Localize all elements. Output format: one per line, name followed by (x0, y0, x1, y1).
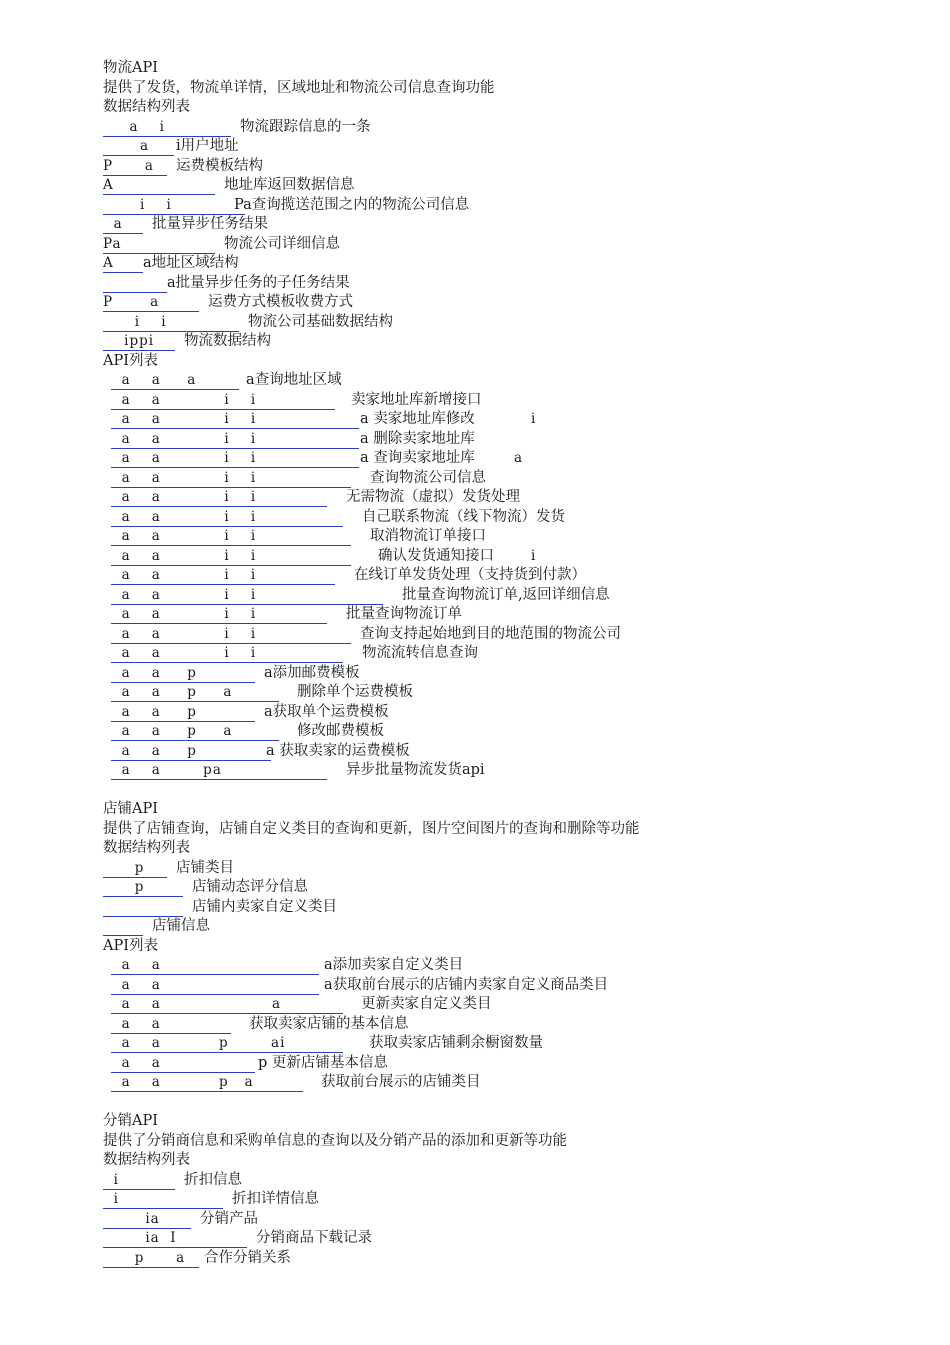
api-link[interactable]: a a i i (111, 469, 351, 488)
struct-link[interactable]: a i (103, 118, 231, 137)
struct-link[interactable]: ippi (103, 332, 175, 351)
section-title: 店铺API (103, 801, 158, 817)
api-link[interactable]: a a p (111, 664, 255, 683)
section-gap (103, 781, 903, 801)
item-description: 更新卖家自定义类目 (361, 996, 492, 1012)
item-description: 店铺动态评分信息 (192, 879, 308, 895)
api-link[interactable]: a a a (111, 995, 343, 1014)
api-row (103, 449, 903, 469)
struct-row (103, 332, 903, 352)
api-row (103, 995, 903, 1015)
api-row (103, 761, 903, 781)
item-description: 运费方式模板收费方式 (208, 294, 353, 310)
struct-row (103, 917, 903, 937)
api-row (103, 664, 903, 684)
api-link[interactable]: a a i i (111, 644, 343, 663)
structs-heading: 数据结构列表 (103, 99, 190, 115)
item-description: 批量查询物流订单,返回详细信息 (402, 586, 610, 603)
api-row (103, 1034, 903, 1054)
item-description: 取消物流订单接口 (370, 528, 486, 544)
api-row (103, 566, 903, 586)
struct-row (103, 313, 903, 333)
api-link[interactable]: a a i i (111, 566, 335, 585)
item-description: 店铺内卖家自定义类目 (192, 898, 337, 915)
struct-link[interactable] (103, 898, 183, 917)
api-link[interactable]: a a (111, 956, 319, 975)
item-description: 物流数据结构 (184, 333, 271, 349)
struct-row (103, 859, 903, 879)
struct-row (103, 1190, 903, 1210)
struct-row (103, 1229, 903, 1249)
api-link[interactable]: a a (111, 976, 319, 995)
api-link[interactable]: a a (111, 1015, 231, 1034)
struct-link[interactable]: ia (103, 1210, 191, 1229)
struct-link[interactable]: P a (103, 293, 199, 312)
api-link[interactable]: a a i i (111, 547, 351, 566)
item-description: 在线订单发货处理（支持货到付款） (354, 567, 586, 583)
item-description: 折扣详情信息 (232, 1191, 319, 1207)
structs-heading: 数据结构列表 (103, 1152, 190, 1168)
struct-link[interactable]: A (103, 254, 143, 273)
struct-link[interactable]: i i (103, 196, 245, 215)
item-description: p 更新店铺基本信息 (258, 1054, 388, 1071)
struct-row (103, 254, 903, 274)
item-description: a批量异步任务的子任务结果 (167, 274, 350, 291)
api-row (103, 1073, 903, 1093)
item-description: 分销产品 (200, 1210, 258, 1227)
structs-heading: 数据结构列表 (103, 840, 190, 856)
item-description: a 查询卖家地址库 (360, 450, 475, 466)
struct-link[interactable]: p a (103, 1249, 199, 1268)
struct-link[interactable]: Pa (103, 235, 215, 254)
struct-row (103, 137, 903, 157)
struct-link[interactable]: a (103, 215, 143, 234)
api-link[interactable]: a a i i (111, 586, 383, 605)
item-description: 异步批量物流发货api (346, 762, 485, 778)
api-link[interactable]: a a p ai (111, 1034, 343, 1053)
struct-row (103, 196, 903, 216)
api-link[interactable]: a a p (111, 742, 271, 761)
api-row (103, 527, 903, 547)
section-gap (103, 1093, 903, 1113)
item-description: 物流流转信息查询 (362, 645, 478, 661)
item-description: 店铺信息 (152, 918, 210, 934)
item-description: 物流跟踪信息的一条 (240, 118, 371, 135)
api-row (103, 508, 903, 528)
item-description: 卖家地址库新增接口 (351, 391, 482, 408)
api-row (103, 586, 903, 606)
api-row (103, 976, 903, 996)
struct-row (103, 157, 903, 177)
item-description: 合作分销关系 (204, 1249, 291, 1266)
apis-heading: API列表 (103, 352, 158, 369)
item-description: 自己联系物流（线下物流）发货 (362, 508, 565, 525)
api-link[interactable]: a a p a (111, 683, 279, 702)
struct-row (103, 1171, 903, 1191)
item-description: 查询物流公司信息 (370, 469, 486, 486)
struct-link[interactable] (103, 274, 167, 293)
item-description: 地址库返回数据信息 (224, 177, 355, 193)
api-row (103, 644, 903, 664)
item-description: 删除单个运费模板 (297, 684, 413, 700)
struct-row (103, 118, 903, 138)
item-description: a查询地址区域 (246, 372, 342, 388)
api-row (103, 469, 903, 489)
struct-row (103, 878, 903, 898)
struct-row (103, 235, 903, 255)
api-link[interactable]: a a i i (111, 605, 327, 624)
struct-link[interactable]: A (103, 176, 215, 195)
api-link[interactable]: a a p a (111, 1073, 303, 1092)
api-row (103, 1015, 903, 1035)
api-row (103, 371, 903, 391)
struct-link[interactable]: i (103, 1171, 175, 1190)
item-description: a 删除卖家地址库 (360, 430, 475, 447)
item-description: a获取单个运费模板 (264, 703, 389, 720)
item-description: a添加卖家自定义类目 (324, 957, 464, 973)
api-row (103, 430, 903, 450)
apis-heading: API列表 (103, 937, 158, 954)
struct-link[interactable] (103, 917, 143, 936)
struct-link[interactable]: p (103, 859, 167, 878)
item-description: 店铺类目 (176, 859, 234, 876)
item-description: 确认发货通知接口 (378, 547, 494, 564)
item-description: 无需物流（虚拟）发货处理 (346, 489, 520, 505)
item-description: i用户地址 (176, 138, 239, 154)
item-description: 获取卖家店铺的基本信息 (249, 1015, 409, 1032)
document-page (103, 59, 903, 1268)
api-row (103, 488, 903, 508)
api-link[interactable]: a a i i (111, 527, 351, 546)
item-description: 批量异步任务结果 (152, 216, 268, 232)
api-link[interactable]: a a p (111, 703, 255, 722)
api-link[interactable]: a a (111, 1054, 255, 1073)
item-description: Pa查询揽送范围之内的物流公司信息 (234, 196, 470, 213)
api-row (103, 625, 903, 645)
item-description: a 卖家地址库修改 (360, 411, 475, 427)
item-extra: i (531, 411, 536, 427)
section-intro: 提供了分销商信息和采购单信息的查询以及分销产品的添加和更新等功能 (103, 1132, 567, 1149)
api-link[interactable]: a a i i (111, 488, 327, 507)
api-link[interactable]: a a i i (111, 449, 359, 468)
item-description: a添加邮费模板 (264, 664, 360, 681)
item-description: 批量查询物流订单 (346, 606, 462, 622)
struct-link[interactable]: P a (103, 157, 167, 176)
item-description: 分销商品下载记录 (256, 1230, 372, 1246)
struct-link[interactable]: i i (103, 313, 239, 332)
item-description: a地址区域结构 (143, 255, 239, 271)
item-extra: a (514, 450, 523, 466)
api-row (103, 391, 903, 411)
api-link[interactable]: a a i i (111, 508, 343, 527)
api-link[interactable]: a a i i (111, 391, 335, 410)
api-row (103, 547, 903, 567)
struct-link[interactable]: ia I (103, 1229, 247, 1248)
item-description: 查询支持起始地到目的地范围的物流公司 (360, 625, 621, 642)
struct-row (103, 898, 903, 918)
item-description: 获取卖家店铺剩余橱窗数量 (369, 1035, 543, 1051)
section-intro: 提供了发货，物流单详情，区域地址和物流公司信息查询功能 (103, 79, 495, 96)
api-row (103, 722, 903, 742)
api-row (103, 410, 903, 430)
item-extra: i (531, 547, 536, 564)
api-row (103, 605, 903, 625)
struct-row (103, 274, 903, 294)
struct-row (103, 215, 903, 235)
struct-row (103, 176, 903, 196)
item-description: a 获取卖家的运费模板 (266, 742, 410, 759)
api-row (103, 1054, 903, 1074)
api-link[interactable]: a a p a (111, 722, 279, 741)
api-row (103, 956, 903, 976)
item-description: 物流公司基础数据结构 (248, 313, 393, 330)
api-link[interactable]: a a i i (111, 430, 359, 449)
struct-row (103, 1249, 903, 1269)
api-row (103, 742, 903, 762)
section-title: 物流API (103, 60, 158, 76)
item-description: 物流公司详细信息 (224, 235, 340, 252)
api-link[interactable]: a a i i (111, 625, 351, 644)
api-row (103, 683, 903, 703)
item-description: 折扣信息 (184, 1171, 242, 1188)
struct-row (103, 1210, 903, 1230)
struct-link[interactable]: i (103, 1190, 223, 1209)
api-link[interactable]: a a pa (111, 761, 327, 780)
section-title: 分销API (103, 1113, 158, 1129)
item-description: a获取前台展示的店铺内卖家自定义商品类目 (324, 976, 609, 993)
api-row (103, 703, 903, 723)
struct-link[interactable]: a (103, 137, 174, 156)
item-description: 获取前台展示的店铺类目 (321, 1074, 481, 1090)
api-link[interactable]: a a i i (111, 410, 359, 429)
api-link[interactable]: a a a (111, 371, 239, 390)
item-description: 修改邮费模板 (297, 723, 384, 739)
struct-link[interactable]: p (103, 878, 183, 897)
struct-row (103, 293, 903, 313)
item-description: 运费模板结构 (176, 157, 263, 174)
section-intro: 提供了店铺查询，店铺自定义类目的查询和更新，图片空间图片的查询和删除等功能 (103, 820, 640, 837)
